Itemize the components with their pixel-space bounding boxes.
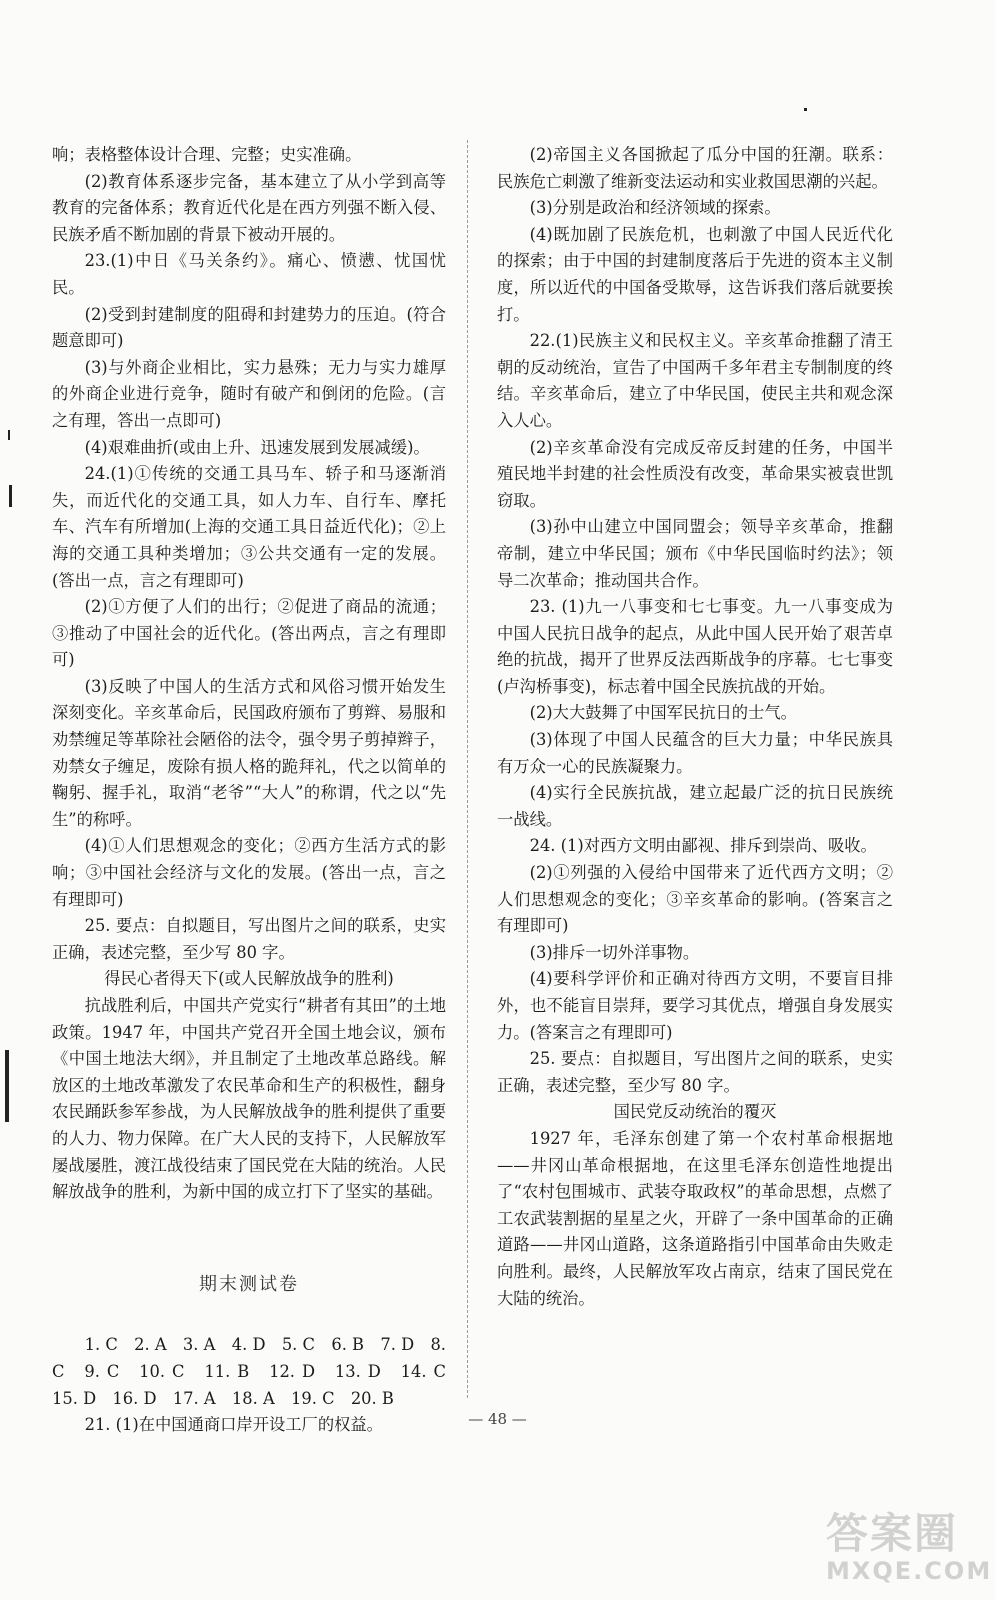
answer-paragraph: 响；表格整体设计合理、完整；史实准确。 (52, 145, 362, 164)
answer-paragraph: (2)帝国主义各国掀起了瓜分中国的狂潮。联系：民族危亡刺激了维新变法运动和实业救国思潮的兴起。 (497, 145, 893, 191)
answer-paragraph: (2)大大鼓舞了中国军民抗日的士气。 (529, 703, 797, 723)
section-title: 期末测试卷 (199, 1273, 299, 1295)
answer-paragraph: (3)孙中山建立中国同盟会；领导辛亥革命，推翻帝制，建立中华民国；颁布《中华民国临时约法》；领导二次革命；推动国共合作。 (497, 517, 893, 590)
answer-paragraph: (3)分别是政治和经济领域的探索。 (529, 198, 781, 218)
answer-paragraph: (3)与外商企业相比，实力悬殊；无力与实力雄厚的外商企业进行竞争，随时有破产和倒闭的危险。(言之有理，答出一点即可) (52, 357, 446, 430)
answer-paragraph: 抗战胜利后，中国共产党实行“耕者有其田”的土地政策。1947 年，中国共产党召开全国土地会议，颁布《中国土地法大纲》，并且制定了土地改革总路线。解放区的土地改革激发了农民革命和生产的积极性，翻身农民踊跃参军参战，为人民解放战争的胜利提供了重要的人力、物力保障。在广大人民的支持下，人民解放军屡战屡胜，渡江战役结束了国民党在大陆的统治。人民解放战争的胜利，为新中国的成立打下了坚实的基础。 (52, 996, 446, 1202)
answer-paragraph: 24. (1)对西方文明由鄙视、排斥到崇尚、吸收。 (529, 836, 877, 856)
answer-paragraph: (2)辛亥革命没有完成反帝反封建的任务，中国半殖民地半封建的社会性质没有改变，革命果实被袁世凯窃取。 (497, 437, 893, 510)
answer-paragraph: (2)①方便了人们的出行；②促进了商品的流通；③推动了中国社会的近代化。(答出两点，言之有理即可) (52, 597, 446, 670)
scan-mark (8, 430, 10, 440)
answer-paragraph: (4)实行全民族抗战，建立起最广泛的抗日民族统一战线。 (497, 783, 893, 829)
answer-paragraph: (3)体现了中国人民蕴含的巨大力量；中华民族具有万众一心的民族凝聚力。 (497, 730, 893, 776)
answer-paragraph: (4)艰难曲折(或由上升、迅速发展到发展减缓)。 (84, 437, 430, 457)
answer-paragraph: (4)①人们思想观念的变化；②西方生活方式的影响；③中国社会经济与文化的发展。(答出一点，言之有理即可) (52, 836, 446, 909)
scan-mark (9, 485, 12, 507)
answer-paragraph: (3)排斥一切外洋事物。 (529, 942, 700, 962)
scan-mark (804, 108, 807, 111)
answer-paragraph: 21. (1)在中国通商口岸开设工厂的权益。 (84, 1415, 383, 1435)
answer-paragraph: 25. 要点：自拟题目，写出图片之间的联系，史实正确，表述完整，至少写 80 字。 (497, 1049, 893, 1095)
watermark-logo (826, 1509, 993, 1588)
answer-paragraph: 1. C 2. A 3. A 4. D 5. C 6. B 7. D 8. C 9. C 10. C 11. B 12. D 13. D 14. C 15. D 16. D 17. A 18. A 19. C 20. B (52, 1335, 463, 1408)
left-column (52, 142, 463, 1439)
answer-paragraph: 25. 要点：自拟题目，写出图片之间的联系，史实正确，表述完整，至少写 80 字。 (52, 916, 446, 962)
answer-paragraph: 23.(1)中日《马关条约》。痛心、愤懑、忧国忧民。 (52, 251, 446, 297)
answer-paragraph: (3)反映了中国人的生活方式和风俗习惯开始发生深刻变化。辛亥革命后，民国政府颁布了剪辫、易服和劝禁缠足等革除社会陋俗的法令，强令男子剪掉辫子，劝禁女子缠足，废除有损人格的跪拜礼，代之以简单的鞠躬、握手礼，取消“老爷”“大人”的称谓，代之以“先生”的称呼。 (52, 676, 446, 829)
page-number: — 48 — (468, 1410, 527, 1428)
answer-paragraph: (4)既加剧了民族危机，也刺激了中国人民近代化的探索；由于中国的封建制度落后于先进的资本主义制度，所以近代的中国备受欺辱，这告诉我们落后就要挨打。 (497, 224, 893, 324)
answer-paragraph: 23. (1)九一八事变和七七事变。九一八事变成为中国人民抗日战争的起点，从此中国人民开始了艰苦卓绝的抗战，揭开了世界反法西斯战争的序幕。七七事变(卢沟桥事变)，标志着中国全民族抗战的开始。 (497, 597, 893, 696)
answer-paragraph: 24.(1)①传统的交通工具马车、轿子和马逐渐消失，而近代化的交通工具，如人力车、自行车、摩托车、汽车有所增加(上海的交通工具日益近代化)；②上海的交通工具种类增加；③公共交通有一定的发展。(答出一点，言之有理即可) (52, 464, 446, 590)
watermark-line1: 答案圈 (826, 1509, 959, 1558)
essay-title: 国民党反动统治的覆灭 (613, 1102, 777, 1122)
answer-paragraph (52, 1206, 446, 1254)
answer-paragraph: (2)受到封建制度的阻碍和封建势力的压迫。(符合题意即可) (52, 304, 446, 351)
answer-paragraph: (4)要科学评价和正确对待西方文明，不要盲目排外，也不能盲目崇拜，要学习其优点，增强自身发展实力。(答案言之有理即可) (497, 969, 893, 1042)
answer-paragraph: (2)①列强的入侵给中国带来了近代西方文明；②人们思想观念的变化；③辛亥革命的影响。(答案言之有理即可) (497, 863, 893, 936)
answer-paragraph: 1927 年，毛泽东创建了第一个农村革命根据地——井冈山革命根据地，在这里毛泽东创造性地提出了“农村包围城市、武装夺取政权”的革命思想，点燃了工农武装割据的星星之火，开辟了一条中国革命的正确道路——井冈山道路，这条道路指引中国革命由失败走向胜利。最终，人民解放军攻占南京，结束了国民党在大陆的统治。 (497, 1128, 893, 1308)
scan-mark (5, 1050, 9, 1122)
column-divider (467, 140, 468, 1398)
essay-title: 得民心者得天下(或人民解放战争的胜利) (104, 969, 394, 989)
right-column (497, 142, 893, 1312)
answer-paragraph: (2)教育体系逐步完备，基本建立了从小学到高等教育的完备体系；教育近代化是在西方列强不断入侵、民族矛盾不断加剧的背景下被动开展的。 (52, 171, 446, 244)
watermark-line2: MXQE.COM (826, 1557, 993, 1585)
answer-paragraph: 22.(1)民族主义和民权主义。辛亥革命推翻了清王朝的反动统治，宣告了中国两千多年君主专制制度的终结。辛亥革命后，建立了中华民国，使民主共和观念深入人心。 (497, 331, 893, 430)
